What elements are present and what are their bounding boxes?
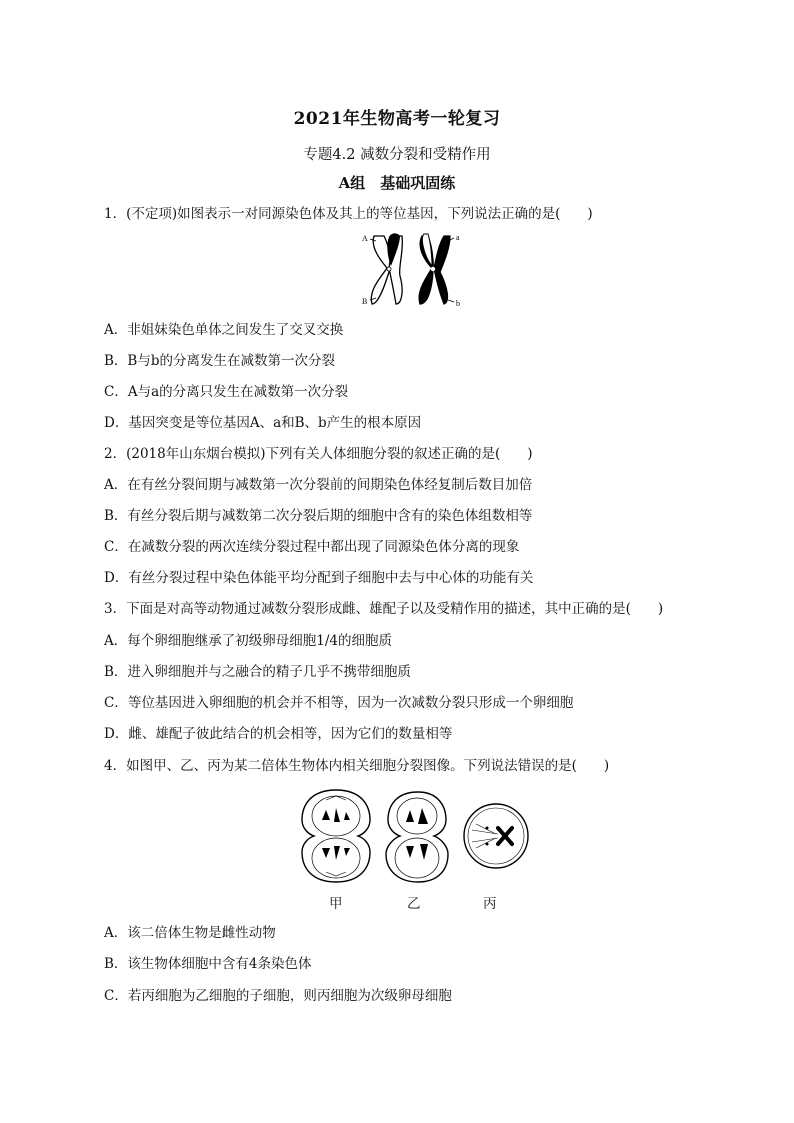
question-1-option-b: B．B与b的分离发生在减数第一次分裂 — [104, 353, 335, 369]
cell-division-figure — [296, 786, 536, 886]
question-3-option-d: D．雌、雄配子彼此结合的机会相等，因为它们的数量相等 — [104, 726, 453, 742]
question-2-option-a: A．在有丝分裂间期与减数第一次分裂前的间期染色体经复制后数目加倍 — [104, 477, 533, 493]
question-2-stem: 2．(2018年山东烟台模拟)下列有关人体细胞分裂的叙述正确的是( ) — [104, 446, 533, 462]
document-subtitle: 专题4.2 减数分裂和受精作用 — [303, 147, 491, 163]
cell-bing — [464, 804, 528, 868]
question-4-option-a: A．该二倍体生物是雌性动物 — [104, 925, 276, 941]
figure-label-bing: 丙 — [483, 896, 497, 912]
chromosome-pair-figure — [360, 228, 470, 310]
question-1-option-d: D．基因突变是等位基因A、a和B、b产生的根本原因 — [104, 415, 422, 431]
document-title: 2021年生物高考一轮复习 — [293, 109, 501, 129]
question-2-option-d: D．有丝分裂过程中染色体能平均分配到子细胞中去与中心体的功能有关 — [104, 570, 534, 586]
question-2-option-b: B．有丝分裂后期与减数第二次分裂后期的细胞中含有的染色体组数相等 — [104, 508, 533, 524]
group-heading: A组 基础巩固练 — [338, 174, 456, 192]
question-4-option-b: B．该生物体细胞中含有4条染色体 — [104, 956, 312, 972]
figure-label-jia: 甲 — [329, 896, 343, 912]
centromere-right — [431, 267, 435, 271]
cell-yi — [386, 792, 448, 882]
label-b: b — [456, 299, 460, 308]
cell-jia — [302, 790, 370, 882]
question-3-option-a: A．每个卵细胞继承了初级卵母细胞1/4的细胞质 — [104, 633, 392, 649]
question-2-option-c: C．在减数分裂的两次连续分裂过程中都出现了同源染色体分离的现象 — [104, 539, 520, 555]
question-1-option-c: C．A与a的分离只发生在减数第一次分裂 — [104, 384, 349, 400]
question-1-option-a: A．非姐妹染色单体之间发生了交叉交换 — [104, 322, 344, 338]
question-4-stem: 4．如图甲、乙、丙为某二倍体生物体内相关细胞分裂图像。下列说法错误的是( ) — [104, 758, 610, 774]
centromere-left — [387, 267, 391, 271]
cell-division-drawing — [296, 786, 536, 886]
black-chromatid-right — [434, 236, 450, 304]
label-A: A — [362, 234, 368, 243]
label-B: B — [362, 297, 368, 306]
question-1-stem: 1．(不定项)如图表示一对同源染色体及其上的等位基因，下列说法正确的是( ) — [104, 206, 593, 222]
homologous-chromosomes-drawing — [360, 228, 470, 310]
figure-label-yi: 乙 — [407, 896, 421, 912]
question-3-option-c: C．等位基因进入卵细胞的机会并不相等，因为一次减数分裂只形成一个卵细胞 — [104, 695, 574, 711]
question-4-option-c: C．若丙细胞为乙细胞的子细胞，则丙细胞为次级卵母细胞 — [104, 988, 452, 1004]
question-3-stem: 3．下面是对高等动物通过减数分裂形成雌、雄配子以及受精作用的描述，其中正确的是( ) — [104, 601, 664, 617]
question-3-option-b: B．进入卵细胞并与之融合的精子几乎不携带细胞质 — [104, 664, 411, 680]
label-a: a — [456, 233, 460, 242]
